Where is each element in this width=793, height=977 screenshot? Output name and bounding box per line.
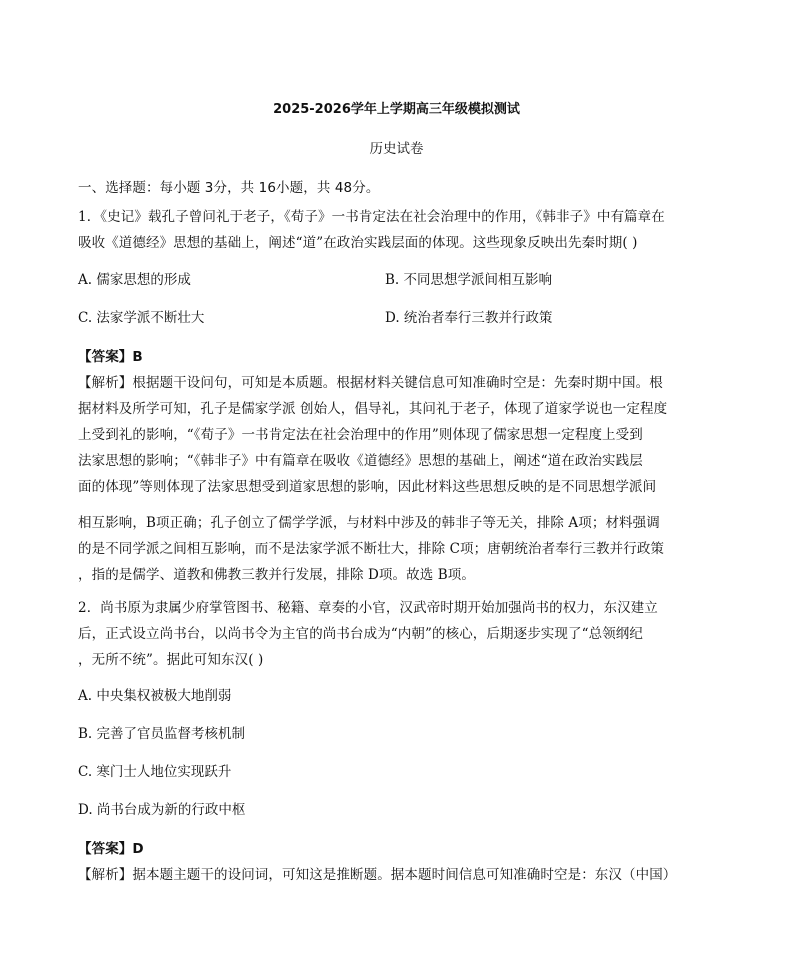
q2-stem-line: 2．尚书原为隶属少府掌管图书、秘籍、章奏的小官，汉武帝时期开始加强尚书的权力，东汉建立 — [78, 600, 658, 616]
q2-option-c: C. 寒门士人地位实现跃升 — [78, 764, 232, 780]
q1-option-b: B. 不同思想学派间相互影响 — [385, 272, 553, 288]
q1-analysis-line: 上受到礼的影响，“《荀子》一书肯定法在社会治理中的作用”则体现了儒家思想一定程度上受到 — [78, 427, 643, 443]
q1-answer: 【答案】B — [78, 349, 143, 365]
q1-option-a: A. 儒家思想的形成 — [78, 272, 191, 288]
q2-stem-line: 后，正式设立尚书台，以尚书令为主官的尚书台成为“内朝”的核心，后期逐步实现了“总领纲纪 — [78, 626, 644, 642]
q1-analysis-line: 相互影响，B项正确；孔子创立了儒学学派，与材料中涉及的韩非子等无关，排除 A项；材料强调 — [78, 515, 660, 531]
q2-stem-line: ，无所不统”。据此可知东汉( ) — [78, 652, 264, 668]
q1-analysis-line: 面的体现”等则体现了法家思想受到道家思想的影响，因此材料这些思想反映的是不同思想学派间 — [78, 479, 657, 495]
q2-analysis-line: 【解析】据本题主题干的设问词，可知这是推断题。据本题时间信息可知准确时空是：东汉（中国） — [78, 867, 677, 883]
q2-option-b: B. 完善了官员监督考核机制 — [78, 726, 246, 742]
q1-stem-line: 吸收《道德经》思想的基础上，阐述“道”在政治实践层面的体现。这些现象反映出先秦时期( ) — [78, 235, 638, 251]
exam-title: 2025-2026学年上学期高三年级模拟测试 — [273, 102, 520, 117]
q1-option-d: D. 统治者奉行三教并行政策 — [385, 310, 553, 326]
q2-option-a: A. 中央集权被极大地削弱 — [78, 688, 232, 704]
q1-analysis-line: 法家思想的影响；“《韩非子》中有篇章在吸收《道德经》思想的基础上，阐述“道在政治实践层 — [78, 453, 643, 469]
q1-option-c: C. 法家学派不断壮大 — [78, 310, 205, 326]
q1-analysis-line: 【解析】根据题干设问句，可知是本质题。根据材料关键信息可知准确时空是：先秦时期中国。根 — [78, 375, 663, 391]
section-heading: 一、选择题：每小题 3分，共 16小题，共 48分。 — [78, 180, 380, 196]
q2-answer: 【答案】D — [78, 841, 144, 857]
q1-stem-line: 1．《史记》载孔子曾问礼于老子，《荀子》一书肯定法在社会治理中的作用，《韩非子》中有篇章在 — [78, 209, 665, 225]
q2-option-d: D. 尚书台成为新的行政中枢 — [78, 802, 246, 818]
q1-analysis-line: 的是不同学派之间相互影响，而不是法家学派不断壮大，排除 C项；唐朝统治者奉行三教并行政策 — [78, 541, 665, 557]
exam-subtitle: 历史试卷 — [369, 141, 424, 157]
q1-analysis-line: ，指的是儒学、道教和佛教三教并行发展，排除 D项。故选 B项。 — [78, 567, 475, 583]
q1-analysis-line: 据材料及所学可知，孔子是儒家学派 创始人，倡导礼，其问礼于老子，体现了道家学说也一定程度 — [78, 401, 668, 417]
